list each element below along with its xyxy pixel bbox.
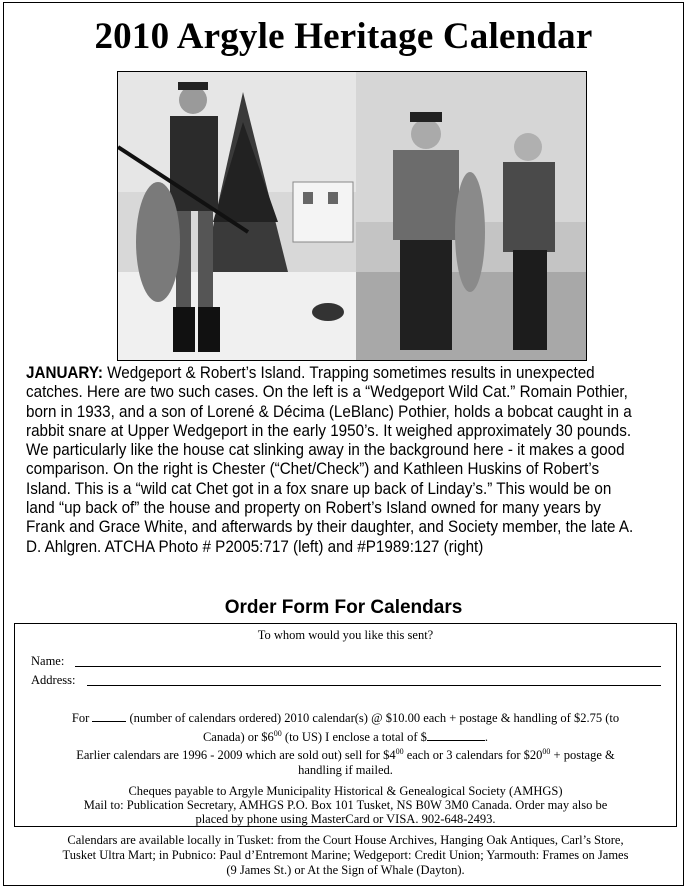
order-form	[14, 623, 677, 827]
order-text-1: (number of calendars ordered) 2010 calendar(s) @ $10.00 each + postage & handling of $2.75 (to	[126, 711, 620, 725]
address-label: Address:	[31, 673, 76, 687]
footer-line-3: (9 James St.) or At the Sign of Whale (Dayton).	[226, 863, 465, 877]
for-label: For	[71, 711, 90, 725]
order-form-title: Order Form For Calendars	[224, 597, 463, 618]
story-month: JANUARY:	[26, 364, 103, 382]
mail-line-2: placed by phone using MasterCard or VISA. 902-648-2493.	[195, 812, 496, 826]
page-title: 2010 Argyle Heritage Calendar	[94, 16, 593, 57]
payment-info	[15, 784, 676, 826]
order-text-2a: Canada) or $6	[202, 730, 274, 745]
earlier-text-1b: each or 3 calendars for $20	[403, 748, 543, 763]
footer-line-2: Tusket Ultra Mart; in Pubnico: Paul d’Entremont Marine; Wedgeport: Credit Union; Yarmouth: Frames on James	[62, 848, 629, 862]
calendar-page	[3, 2, 684, 886]
photo-illustration	[118, 72, 586, 360]
cheques-line: Cheques payable to Argyle Municipality Historical & Genealogical Society (AMHGS)	[128, 784, 563, 798]
story-text	[26, 364, 637, 557]
address-field[interactable]	[87, 685, 661, 686]
name-label: Name:	[31, 654, 65, 668]
retail-locations	[14, 833, 677, 878]
earlier-calendars-note	[15, 744, 676, 778]
order-text-2b: (to US) I enclose a total of $	[281, 730, 427, 745]
earlier-text-1a: Earlier calendars are 1996 - 2009 which are sold out) sell for $4	[76, 748, 396, 763]
earlier-text-1c: + postage &	[550, 748, 615, 763]
footer-line-1: Calendars are available locally in Tusket: from the Court House Archives, Hanging Oak Antiques, Carl’s Store,	[67, 833, 624, 847]
cents-4: 00	[395, 747, 404, 756]
archival-photo	[117, 71, 587, 361]
total-field[interactable]	[427, 729, 485, 741]
cents-us: 00	[273, 729, 282, 738]
story-body: Wedgeport & Robert’s Island. Trapping sometimes results in unexpected catches. Here are two such cases. On the left is a “Wedgeport Wild Cat.” Romain Pothier, born in 1933, and a son of Lorené & Décima (LeBlanc) Pothier, holds a bobcat caught in a rabbit snare at Upper Wedgeport in the early 1950’s. It weighed approximately 30 pounds. We particularly like the house cat slinking away in the background here - it makes a good comparison. On the right is Chester (“Chet/Check”) and Kathleen Huskins of Robert’s Island. This is a “wild cat Chet got in a fox snare up back of Linday’s.” This would be on land “up back of” the house and property on Robert’s Island owned for many years by Frank and Grace White, and afterwards by their daughter, and Society member, the late A. D. Ahlgren. ATCHA Photo # P2005:717 (left) and #P1989:127 (right)	[26, 364, 634, 556]
quantity-field[interactable]	[92, 710, 126, 722]
recipient-question: To whom would you like this sent?	[257, 628, 434, 642]
cents-20: 00	[542, 747, 551, 756]
name-field[interactable]	[75, 666, 661, 667]
order-details	[15, 710, 676, 745]
mail-line-1: Mail to: Publication Secretary, AMHGS P.O. Box 101 Tusket, NS B0W 3M0 Canada. Order may also be	[83, 798, 608, 812]
order-text-2c: .	[484, 730, 489, 745]
earlier-text-2: handling if mailed.	[298, 763, 393, 778]
